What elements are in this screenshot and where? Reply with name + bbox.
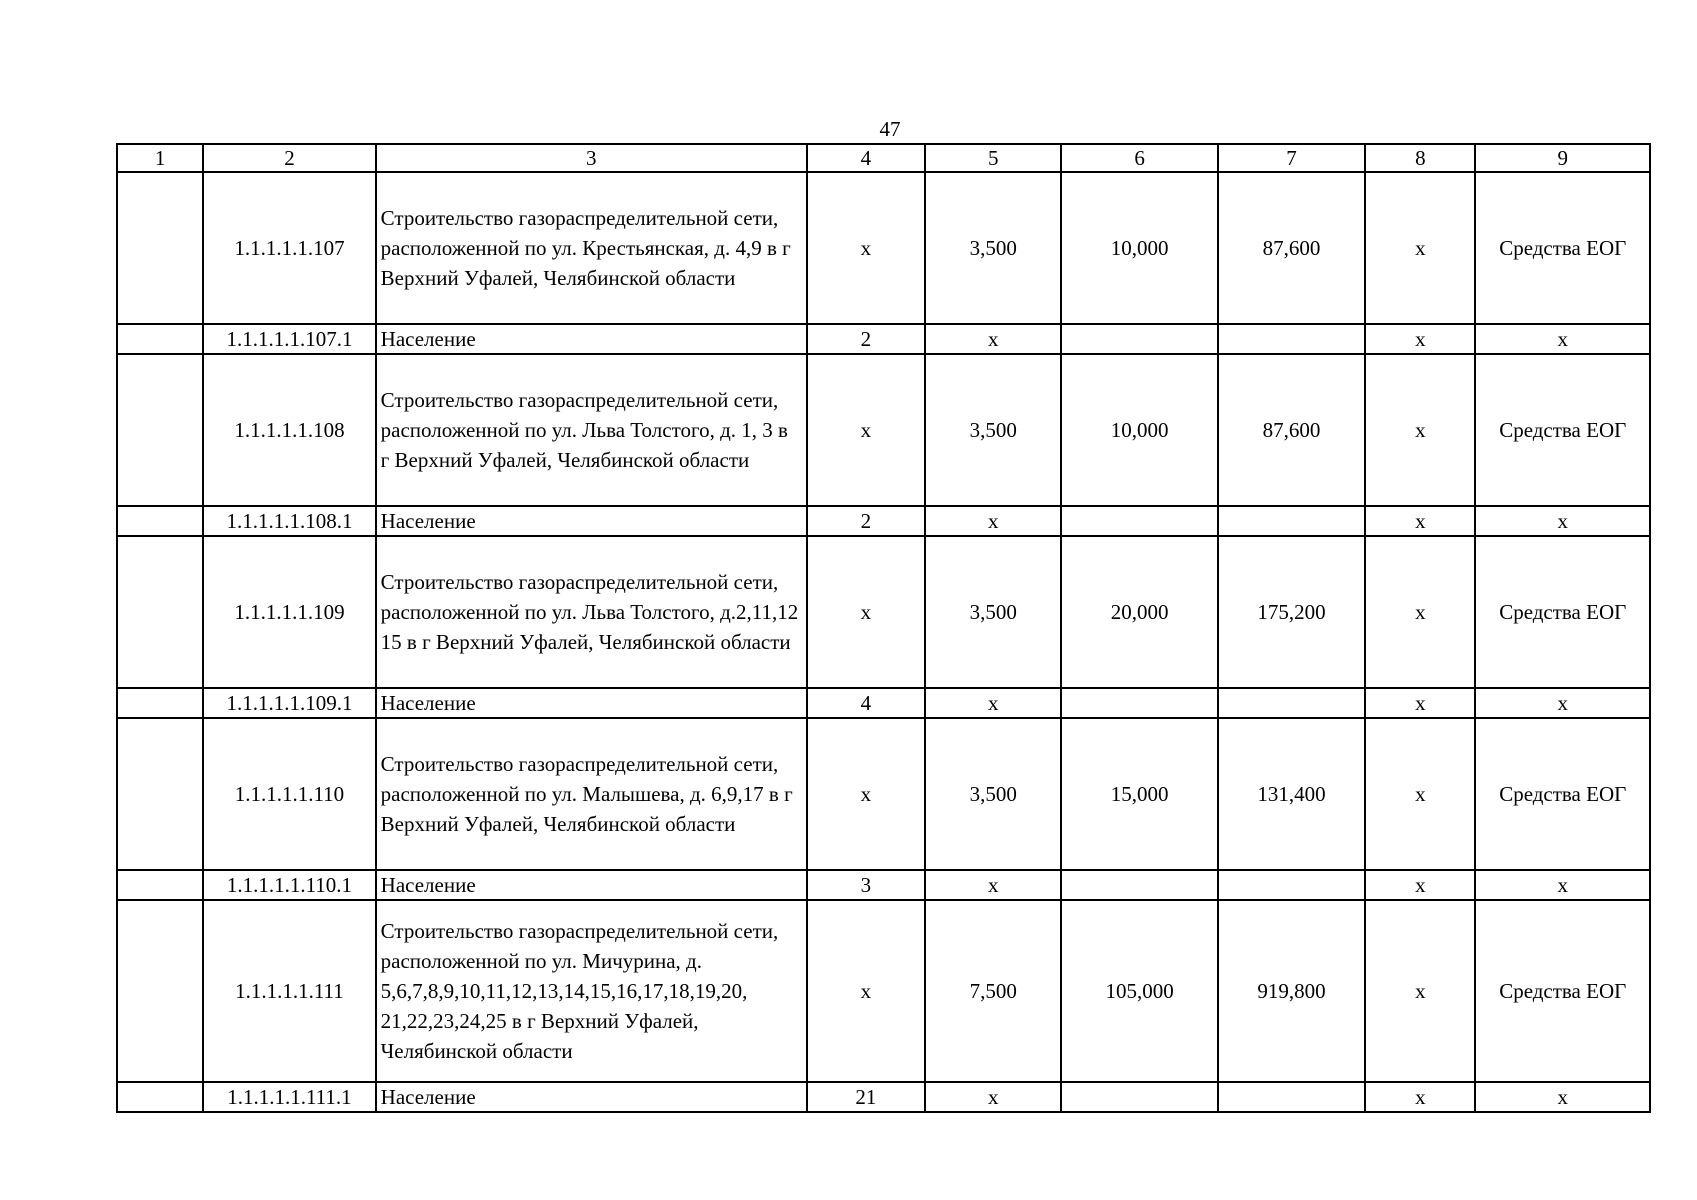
- table-cell: х: [1475, 506, 1650, 536]
- row-description: Население: [376, 870, 807, 900]
- table-cell: х: [925, 870, 1061, 900]
- table-cell: Средства ЕОГ: [1475, 354, 1650, 506]
- table-row: [117, 718, 1650, 870]
- header-cell: 8: [1365, 144, 1475, 172]
- table-cell: 2: [807, 324, 925, 354]
- table-cell: х: [807, 354, 925, 506]
- table-cell: [117, 506, 203, 536]
- table-cell: х: [1475, 324, 1650, 354]
- table-cell: х: [925, 506, 1061, 536]
- row-code: 1.1.1.1.1.109.1: [203, 688, 375, 718]
- table-cell: [1061, 324, 1217, 354]
- table-cell: х: [1365, 324, 1475, 354]
- table-cell: х: [1365, 688, 1475, 718]
- header-cell: 2: [203, 144, 375, 172]
- table-cell: [117, 900, 203, 1082]
- table-row: [117, 506, 1650, 536]
- table-cell: [117, 718, 203, 870]
- table-cell: х: [807, 900, 925, 1082]
- row-description: Население: [376, 688, 807, 718]
- table-cell: 15,000: [1061, 718, 1217, 870]
- table-cell: х: [925, 324, 1061, 354]
- table-cell: [117, 688, 203, 718]
- table-cell: 3,500: [925, 536, 1061, 688]
- table-cell: 3,500: [925, 354, 1061, 506]
- table-cell: 2: [807, 506, 925, 536]
- table-cell: Средства ЕОГ: [1475, 536, 1650, 688]
- table-cell: х: [807, 718, 925, 870]
- table-cell: х: [1365, 172, 1475, 324]
- table-cell: [117, 354, 203, 506]
- table-cell: х: [807, 172, 925, 324]
- table-cell: 105,000: [1061, 900, 1217, 1082]
- table-cell: Средства ЕОГ: [1475, 172, 1650, 324]
- data-table: [116, 143, 1651, 1113]
- row-description: Строительство газораспределительной сети, расположенной по ул. Малышева, д. 6,9,17 в г Верхний Уфалей, Челябинской области: [376, 718, 807, 870]
- table-cell: 10,000: [1061, 354, 1217, 506]
- table-cell: [1218, 688, 1365, 718]
- table-cell: 7,500: [925, 900, 1061, 1082]
- row-description: Строительство газораспределительной сети, расположенной по ул. Льва Толстого, д.2,11,12 15 в г Верхний Уфалей, Челябинской области: [376, 536, 807, 688]
- header-cell: 9: [1475, 144, 1650, 172]
- row-description: Население: [376, 506, 807, 536]
- table-row: [117, 324, 1650, 354]
- table-cell: [1061, 688, 1217, 718]
- row-code: 1.1.1.1.1.107.1: [203, 324, 375, 354]
- header-cell: 7: [1218, 144, 1365, 172]
- table-cell: х: [1475, 688, 1650, 718]
- row-code: 1.1.1.1.1.110.1: [203, 870, 375, 900]
- table-cell: [117, 324, 203, 354]
- row-code: 1.1.1.1.1.107: [203, 172, 375, 324]
- table-cell: х: [1475, 870, 1650, 900]
- table-cell: [1218, 324, 1365, 354]
- table-cell: 87,600: [1218, 354, 1365, 506]
- table-row: [117, 900, 1650, 1082]
- row-code: 1.1.1.1.1.111: [203, 900, 375, 1082]
- row-code: 1.1.1.1.1.110: [203, 718, 375, 870]
- table-cell: х: [807, 536, 925, 688]
- table-cell: Средства ЕОГ: [1475, 900, 1650, 1082]
- table-cell: х: [1365, 354, 1475, 506]
- table-cell: [1218, 1082, 1365, 1112]
- table-cell: х: [1475, 1082, 1650, 1112]
- table-cell: х: [1365, 900, 1475, 1082]
- table-cell: 3,500: [925, 172, 1061, 324]
- table-cell: 20,000: [1061, 536, 1217, 688]
- header-cell: 3: [376, 144, 807, 172]
- header-cell: 6: [1061, 144, 1217, 172]
- table-cell: [117, 172, 203, 324]
- table-row: [117, 688, 1650, 718]
- row-code: 1.1.1.1.1.109: [203, 536, 375, 688]
- table-row: [117, 536, 1650, 688]
- table-cell: 21: [807, 1082, 925, 1112]
- header-cell: 5: [925, 144, 1061, 172]
- table-cell: [1218, 870, 1365, 900]
- table-cell: 131,400: [1218, 718, 1365, 870]
- row-description: Строительство газораспределительной сети, расположенной по ул. Крестьянская, д. 4,9 в г Верхний Уфалей, Челябинской области: [376, 172, 807, 324]
- table-cell: [1061, 1082, 1217, 1112]
- table-cell: [1218, 506, 1365, 536]
- table-cell: 10,000: [1061, 172, 1217, 324]
- table-cell: х: [1365, 718, 1475, 870]
- table-cell: Средства ЕОГ: [1475, 718, 1650, 870]
- table-header-row: [117, 144, 1650, 172]
- table-cell: 4: [807, 688, 925, 718]
- row-description: Строительство газораспределительной сети, расположенной по ул. Льва Толстого, д. 1, 3 в г Верхний Уфалей, Челябинской области: [376, 354, 807, 506]
- page-number: 47: [879, 117, 901, 141]
- table-cell: 3: [807, 870, 925, 900]
- table-cell: х: [1365, 506, 1475, 536]
- table-cell: [117, 870, 203, 900]
- table-cell: х: [925, 1082, 1061, 1112]
- table-cell: 3,500: [925, 718, 1061, 870]
- table-cell: [117, 1082, 203, 1112]
- table-cell: х: [1365, 870, 1475, 900]
- table-row: [117, 1082, 1650, 1112]
- table-row: [117, 354, 1650, 506]
- row-description: Строительство газораспределительной сети, расположенной по ул. Мичурина, д. 5,6,7,8,9,10,11,12,13,14,15,16,17,18,19,20, 21,22,23,24,25 в г Верхний Уфалей, Челябинской области: [376, 900, 807, 1082]
- table-cell: 175,200: [1218, 536, 1365, 688]
- row-description: Население: [376, 1082, 807, 1112]
- table-row: [117, 870, 1650, 900]
- table-row: [117, 172, 1650, 324]
- table-cell: [1061, 870, 1217, 900]
- table-cell: х: [1365, 536, 1475, 688]
- table-cell: [117, 536, 203, 688]
- row-code: 1.1.1.1.1.108: [203, 354, 375, 506]
- row-code: 1.1.1.1.1.111.1: [203, 1082, 375, 1112]
- row-code: 1.1.1.1.1.108.1: [203, 506, 375, 536]
- table-cell: 919,800: [1218, 900, 1365, 1082]
- table-cell: х: [925, 688, 1061, 718]
- table-cell: х: [1365, 1082, 1475, 1112]
- row-description: Население: [376, 324, 807, 354]
- header-cell: 4: [807, 144, 925, 172]
- header-cell: 1: [117, 144, 203, 172]
- table-cell: [1061, 506, 1217, 536]
- table-cell: 87,600: [1218, 172, 1365, 324]
